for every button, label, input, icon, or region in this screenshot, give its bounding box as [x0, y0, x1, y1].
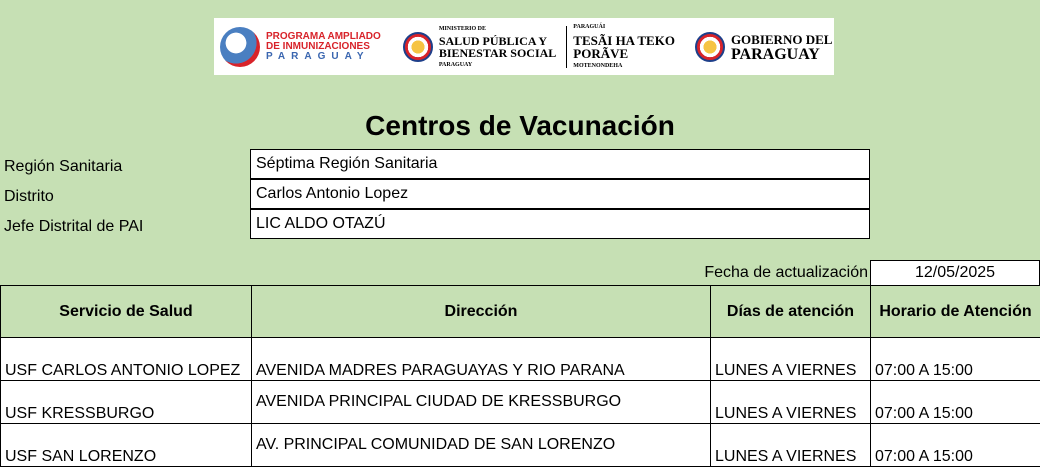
tesai-logo-line1: PARAGUÁI [573, 23, 606, 30]
gobierno-logo-line2: PARAGUAY [730, 45, 820, 63]
cell-direccion: AV. PRINCIPAL COMUNIDAD DE SAN LORENZO [252, 424, 711, 467]
pai-logo-line2: DE INMUNIZACIONES [266, 40, 370, 52]
page-title: Centros de Vacunación [365, 110, 675, 141]
cell-dias: LUNES A VIERNES [711, 338, 871, 381]
header-horario: Horario de Atención [871, 286, 1040, 338]
jefe-value: LIC ALDO OTAZÚ [250, 209, 870, 239]
cell-horario: 07:00 A 15:00 [871, 338, 1040, 381]
update-date-label: Fecha de actualización [704, 264, 868, 281]
cell-servicio: USF CARLOS ANTONIO LOPEZ [1, 338, 252, 381]
cell-dias: LUNES A VIERNES [711, 381, 871, 424]
update-date-value: 12/05/2025 [870, 260, 1040, 286]
region-value: Séptima Región Sanitaria [250, 149, 870, 179]
table-header-row [1, 286, 1040, 338]
tesai-logo-line2: TESÃI HA TEKO [573, 32, 675, 48]
msp-logo-line2: SALUD PÚBLICA Y [438, 33, 548, 48]
gobierno-seal-icon [695, 32, 725, 62]
distrito-label: Distrito [4, 188, 54, 205]
msp-logo-line4: PARAGUAY [438, 61, 473, 68]
table-row [1, 338, 1040, 381]
tesai-logo-line4: MOTENONDEHA [573, 62, 623, 69]
cell-horario: 07:00 A 15:00 [871, 381, 1040, 424]
cell-dias: LUNES A VIERNES [711, 424, 871, 467]
table-row [1, 424, 1040, 467]
paraguay-seal-icon [403, 32, 433, 62]
msp-logo [381, 18, 556, 75]
tesai-logo [567, 18, 675, 75]
table-row [1, 381, 1040, 424]
msp-logo-line1: MINISTERIO DE [438, 25, 486, 32]
pai-logo [214, 18, 381, 75]
distrito-value: Carlos Antonio Lopez [250, 179, 870, 209]
cell-direccion: AVENIDA MADRES PARAGUAYAS Y RIO PARANA [252, 338, 711, 381]
pai-logo-line3: PARAGUAY [266, 50, 370, 62]
pai-logo-line1: PROGRAMA AMPLIADO [266, 30, 381, 42]
header-servicio: Servicio de Salud [1, 286, 252, 338]
region-label: Región Sanitaria [4, 158, 123, 175]
cell-servicio: USF SAN LORENZO [1, 424, 252, 467]
header-direccion: Dirección [252, 286, 711, 338]
cell-servicio: USF KRESSBURGO [1, 381, 252, 424]
gobierno-logo [675, 18, 833, 75]
vaccination-centers-table [0, 285, 1040, 467]
cell-horario: 07:00 A 15:00 [871, 424, 1040, 467]
jefe-label: Jefe Distrital de PAI [4, 218, 144, 235]
tesai-logo-line3: PORÃVE [573, 45, 629, 61]
gobierno-logo-line1: GOBIERNO DEL [730, 31, 833, 47]
cell-direccion: AVENIDA PRINCIPAL CIUDAD DE KRESSBURGO [252, 381, 711, 424]
logo-banner [214, 18, 834, 75]
msp-logo-line3: BIENESTAR SOCIAL [438, 45, 557, 60]
header-dias: Días de atención [711, 286, 871, 338]
pai-emblem-icon [220, 27, 260, 67]
